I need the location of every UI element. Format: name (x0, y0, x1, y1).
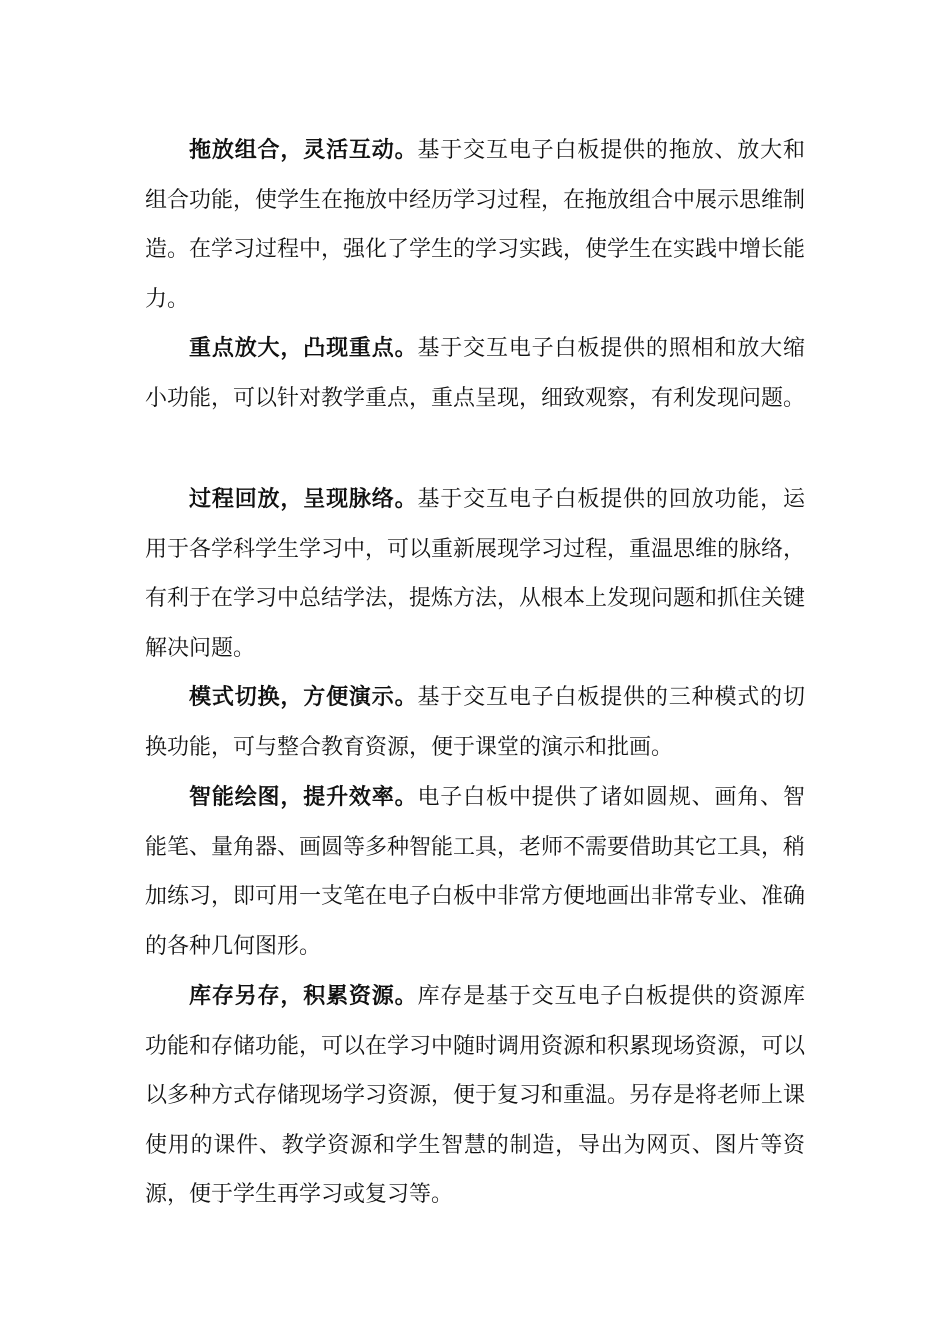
paragraph-body: 库存是基于交互电子白板提供的资源库功能和存储功能，可以在学习中随时调用资源和积累现场资源，可以以多种方式存储现场学习资源，便于复习和重温。另存是将老师上课使用的课件、教学资源和学生智慧的制造，导出为网页、图片等资源，便于学生再学习或复习等。 (145, 984, 806, 1207)
paragraph-body: 基于交互电子白板提供的回放功能，运用于各学科学生学习中，可以重新展现学习过程，重温思维的脉络，有利于在学习中总结学法，提炼方法，从根本上发现问题和抓住关键解决问题。 (145, 487, 806, 661)
paragraph-playback (145, 475, 805, 673)
paragraph-smart-drawing (145, 773, 805, 971)
paragraph-heading: 模式切换，方便演示。 (189, 685, 418, 710)
paragraph-storage (145, 972, 805, 1220)
paragraph-heading: 重点放大，凸现重点。 (189, 336, 418, 361)
paragraph-heading: 智能绘图，提升效率。 (189, 785, 418, 810)
paragraph-heading: 库存另存，积累资源。 (189, 984, 418, 1009)
paragraph-drag-combine (145, 126, 805, 324)
paragraph-heading: 拖放组合，灵活互动。 (189, 138, 418, 163)
paragraph-body: 基于交互电子白板提供的三种模式的切换功能，可与整合教育资源，便于课堂的演示和批画。 (145, 685, 805, 760)
paragraph-body: 基于交互电子白板提供的拖放、放大和组合功能，使学生在拖放中经历学习过程，在拖放组合中展示思维制造。在学习过程中，强化了学生的学习实践，使学生在实践中增长能力。 (145, 138, 806, 312)
paragraph-zoom-focus (145, 324, 805, 423)
paragraph-body: 电子白板中提供了诸如圆规、画角、智能笔、量角器、画圆等多种智能工具，老师不需要借助其它工具，稍加练习，即可用一支笔在电子白板中非常方便地画出非常专业、准确的各种几何图形。 (145, 785, 806, 959)
paragraph-body: 基于交互电子白板提供的照相和放大缩小功能，可以针对教学重点，重点呈现，细致观察，有利发现问题。 (145, 336, 806, 411)
paragraph-heading: 过程回放，呈现脉络。 (189, 487, 418, 512)
paragraph-mode-switch (145, 673, 805, 772)
